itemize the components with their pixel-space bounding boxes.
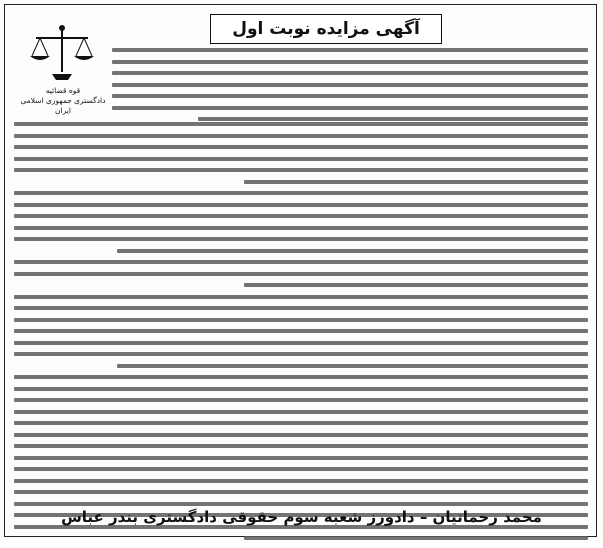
body-text-top <box>112 48 588 129</box>
emblem-caption <box>16 86 110 116</box>
signature-line: محمد رحمانیان – دادورز شعبه سوم حقوقی دادگستری بندر عباس <box>61 508 542 526</box>
body-text-main <box>14 122 588 548</box>
header-banner <box>210 14 442 44</box>
judiciary-emblem-icon <box>22 22 102 84</box>
notice-title: آگهی مزایده نوبت اول <box>232 19 420 39</box>
emblem-caption-line2: دادگستری جمهوری اسلامی ایران <box>20 96 106 115</box>
emblem-caption-line1: قوه قضائیه <box>45 86 81 95</box>
